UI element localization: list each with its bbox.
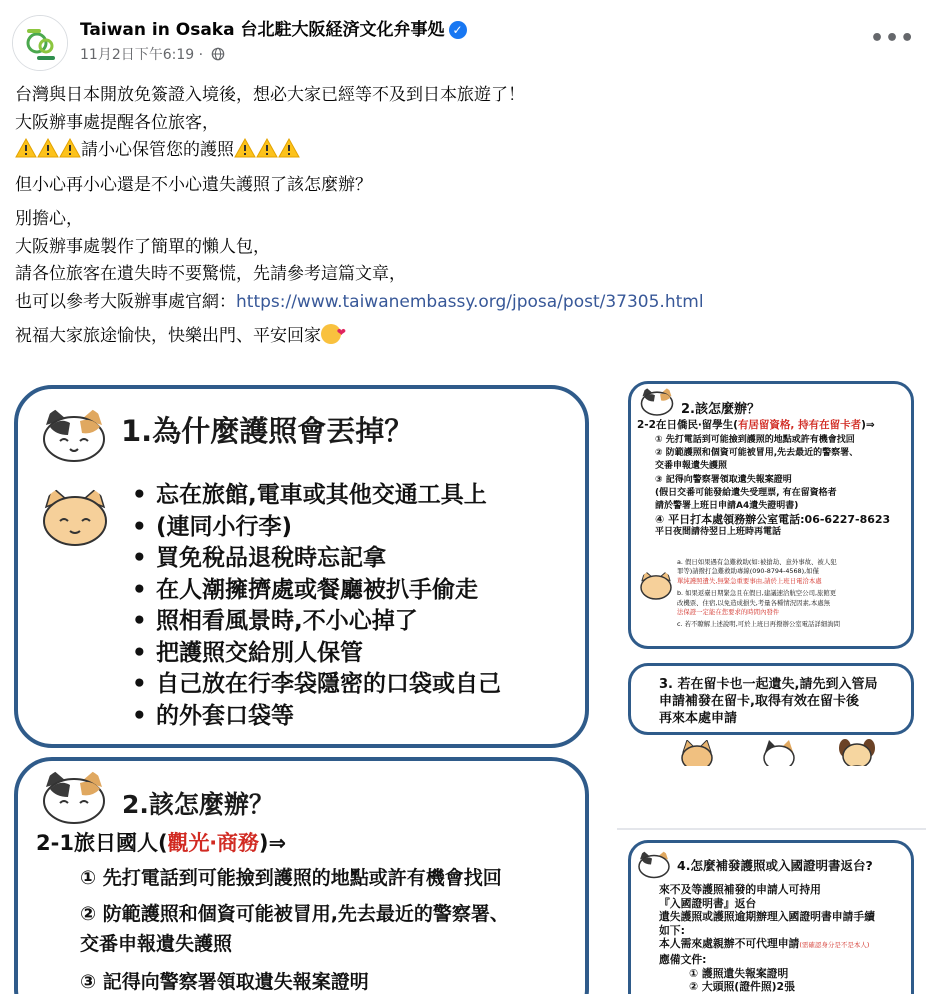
page-avatar[interactable] <box>12 15 68 71</box>
verified-badge-icon: ✓ <box>449 21 467 39</box>
card-entry-certificate <box>628 840 914 994</box>
post-line-text: 請各位旅客在遺失時不要驚慌，先請參考這篇文章， <box>15 264 406 284</box>
cat-face-icon <box>639 386 675 416</box>
steps-list <box>655 434 890 540</box>
cat-face-icon <box>40 485 110 547</box>
card-body <box>659 676 877 727</box>
list-item: • 忘在旅館,電車或其他交通工具上 <box>132 480 572 512</box>
post-timestamp[interactable]: 11月2日下午6:19 <box>80 47 195 63</box>
note-item: c. 若不瞭解上述說明,可於上班日再撥辦公室電話詳細詢問 <box>677 620 840 629</box>
card-title: 4.怎麼補發護照或入國證明書返台? <box>677 858 873 873</box>
card-line: 遺失護照或護照逾期辦理入國證明書申請手續 <box>659 910 875 924</box>
warning-sign-icon <box>37 138 59 158</box>
step-item: ② 防範護照和個資可能被冒用,先去最近的警察署、 <box>655 448 859 459</box>
step-item: ④ 平日打本處領務辦公室電話:06-6227-8623 <box>655 513 891 527</box>
card-body <box>659 883 875 994</box>
cat-face-icon <box>40 767 108 825</box>
card-what-to-do-tourist <box>14 757 589 994</box>
photo-top-right[interactable] <box>617 360 926 768</box>
card-line: 『入國證明書』返台 <box>659 896 757 910</box>
step-item: 交番申報遺失護照 <box>655 461 728 472</box>
post-line-text: 祝福大家旅途愉快，快樂出門、平安回家 <box>15 326 321 346</box>
step-item: 請於警署上班日申請A4遺失證明書) <box>655 501 799 512</box>
list-item-continued: 的外套口袋等 <box>156 702 294 729</box>
card-title: 2.該怎麼辦？ <box>122 790 274 819</box>
note-item: 罪等)請撥打急難救助專線(090-8794-4568),如僅 <box>677 567 819 576</box>
smiling-face-hearts-icon <box>321 324 341 344</box>
globe-icon[interactable] <box>211 47 225 61</box>
cat-face-icon <box>637 849 671 879</box>
standing-dog-icon <box>837 738 877 768</box>
photo-main[interactable] <box>0 360 614 994</box>
card-red-note: (需確認身分是不是本人) <box>799 941 870 950</box>
step-item: (假日交番可能發給遺失受理票, 有在留資格者 <box>655 487 837 498</box>
card-line: 應備文件: <box>659 952 707 966</box>
warning-sign-icon <box>234 138 256 158</box>
page-logo-icon <box>13 16 68 71</box>
post-line-text: 但小心再小心還是不小心遺失護照了該怎麼辦？ <box>15 174 372 195</box>
list-item <box>132 701 572 733</box>
photo-bottom-right[interactable] <box>617 828 926 994</box>
warning-sign-icon <box>256 138 278 158</box>
post-line <box>15 206 915 316</box>
list-item <box>132 512 572 544</box>
post-line-text: 別擔心， <box>15 209 83 229</box>
warning-sign-icon <box>278 138 300 158</box>
cat-face-icon <box>40 405 108 463</box>
subtitle-highlight: 觀光‧商務 <box>167 831 259 855</box>
more-options-icon[interactable]: ••• <box>870 26 916 51</box>
subtitle-prefix: 2-1旅日國人( <box>36 831 168 855</box>
card-line: 再來本處申請 <box>659 711 738 726</box>
official-site-link[interactable]: https://www.taiwanembassy.org/jposa/post/37305.html <box>236 291 704 312</box>
step-item: ③ 記得向警察署領取遺失報案證明 <box>80 971 369 993</box>
step-item: ② 防範護照和個資可能被冒用,先去最近的警察署、 <box>80 903 509 925</box>
meta-separator: · <box>198 47 204 63</box>
post-message <box>15 82 915 358</box>
card-why-lost <box>14 385 589 748</box>
card-title: 2.該怎麼辦？ <box>681 402 760 417</box>
card-subtitle <box>36 827 286 857</box>
list-item: • 在人潮擁擠處或餐廳被扒手偷走 <box>132 575 572 607</box>
note-item: b. 如果返臺日期緊急且在假日,建議速洽航空公司,旅館更 <box>677 589 837 598</box>
card-line <box>659 937 875 953</box>
note-item: 法保證一定能在您要求的時間內發件 <box>677 608 780 617</box>
post-line <box>15 323 915 351</box>
step-item: ① 先打電話到可能撿到護照的地點或許有機會找回 <box>80 867 502 889</box>
subtitle-highlight: 有居留資格, 持有在留卡者 <box>737 419 862 431</box>
post-line <box>15 172 915 200</box>
steps-list <box>80 863 509 994</box>
standing-cat-icon <box>677 740 717 768</box>
list-item: • 照相看風景時,不小心掉了 <box>132 606 572 638</box>
post-line-text: 也可以參考大阪辦事處官網： <box>15 291 236 312</box>
post-line <box>15 82 915 165</box>
step-item: 交番申報遺失護照 <box>80 933 233 955</box>
step-item: ① 先打電話到可能撿到護照的地點或許有機會找回 <box>655 435 855 445</box>
post-line-text: 大阪辦事處製作了簡單的懶人包， <box>15 236 270 257</box>
list-item: • 把護照交給別人保管 <box>132 638 572 670</box>
step-item: 平日夜間請待翌日上班時再電話 <box>655 527 782 538</box>
post-meta <box>80 44 225 64</box>
post-line-text: 台灣與日本開放免簽證入境後，想必大家已經等不及到日本旅遊了！ <box>15 85 525 105</box>
page-name[interactable]: Taiwan in Osaka 台北駐大阪経済文化弁事処 <box>80 20 445 40</box>
warning-sign-icon <box>59 138 81 158</box>
card-residence-card-lost <box>628 663 914 735</box>
note-item: 改機票、住宿,以免造成損失,考量各種情況因素,本處無 <box>677 598 831 607</box>
subtitle-suffix: )⇒ <box>258 831 287 855</box>
reasons-list <box>132 480 572 732</box>
page-name-row[interactable] <box>80 15 467 40</box>
note-item: a. 假日如果遇有急難救助(如:被搶劫、意外事故、被人犯 <box>677 558 837 566</box>
list-item: • 買免稅品退稅時忘記拿 <box>132 543 572 575</box>
subtitle-prefix: 2-2在日僑民‧留學生( <box>637 419 738 431</box>
card-line: ① 護照遺失報案證明 <box>689 966 789 980</box>
card-subtitle <box>637 417 875 432</box>
card-what-to-do-resident <box>628 381 914 649</box>
card-line: 如下: <box>659 923 685 937</box>
card-line: 來不及等護照補發的申請人可持用 <box>659 883 821 896</box>
notes-list <box>677 558 840 630</box>
cat-face-icon <box>639 570 673 600</box>
card-title: 1.為什麼護照會丟掉？ <box>121 414 414 448</box>
list-item: • 自己放在行李袋隱密的口袋或自己 <box>132 669 572 701</box>
list-item-continued: (連同小行李) <box>156 513 293 540</box>
post-line-text: 大阪辦事處提醒各位旅客， <box>15 112 219 133</box>
photo-grid <box>0 360 926 994</box>
subtitle-suffix: )⇒ <box>861 419 875 431</box>
card-line: ② 大頭照(證件照)2張 <box>689 980 795 994</box>
warning-sign-icon <box>15 138 37 158</box>
step-item: ③ 記得向警察署領取遺失報案證明 <box>655 474 792 485</box>
card-line-text: 本人需來處親辦不可代理申請 <box>659 937 800 951</box>
card-line: 申請補發在留卡,取得有效在留卡後 <box>659 694 859 709</box>
card-line: 3. 若在留卡也一起遺失,請先到入管局 <box>659 677 878 692</box>
note-item: 單純護照遺失,無緊急重要事由,請於上班日電洽本處 <box>677 576 822 585</box>
post-header <box>0 0 926 72</box>
post-line-text: 請小心保管您的護照 <box>81 140 234 160</box>
standing-cat-icon <box>759 740 799 768</box>
